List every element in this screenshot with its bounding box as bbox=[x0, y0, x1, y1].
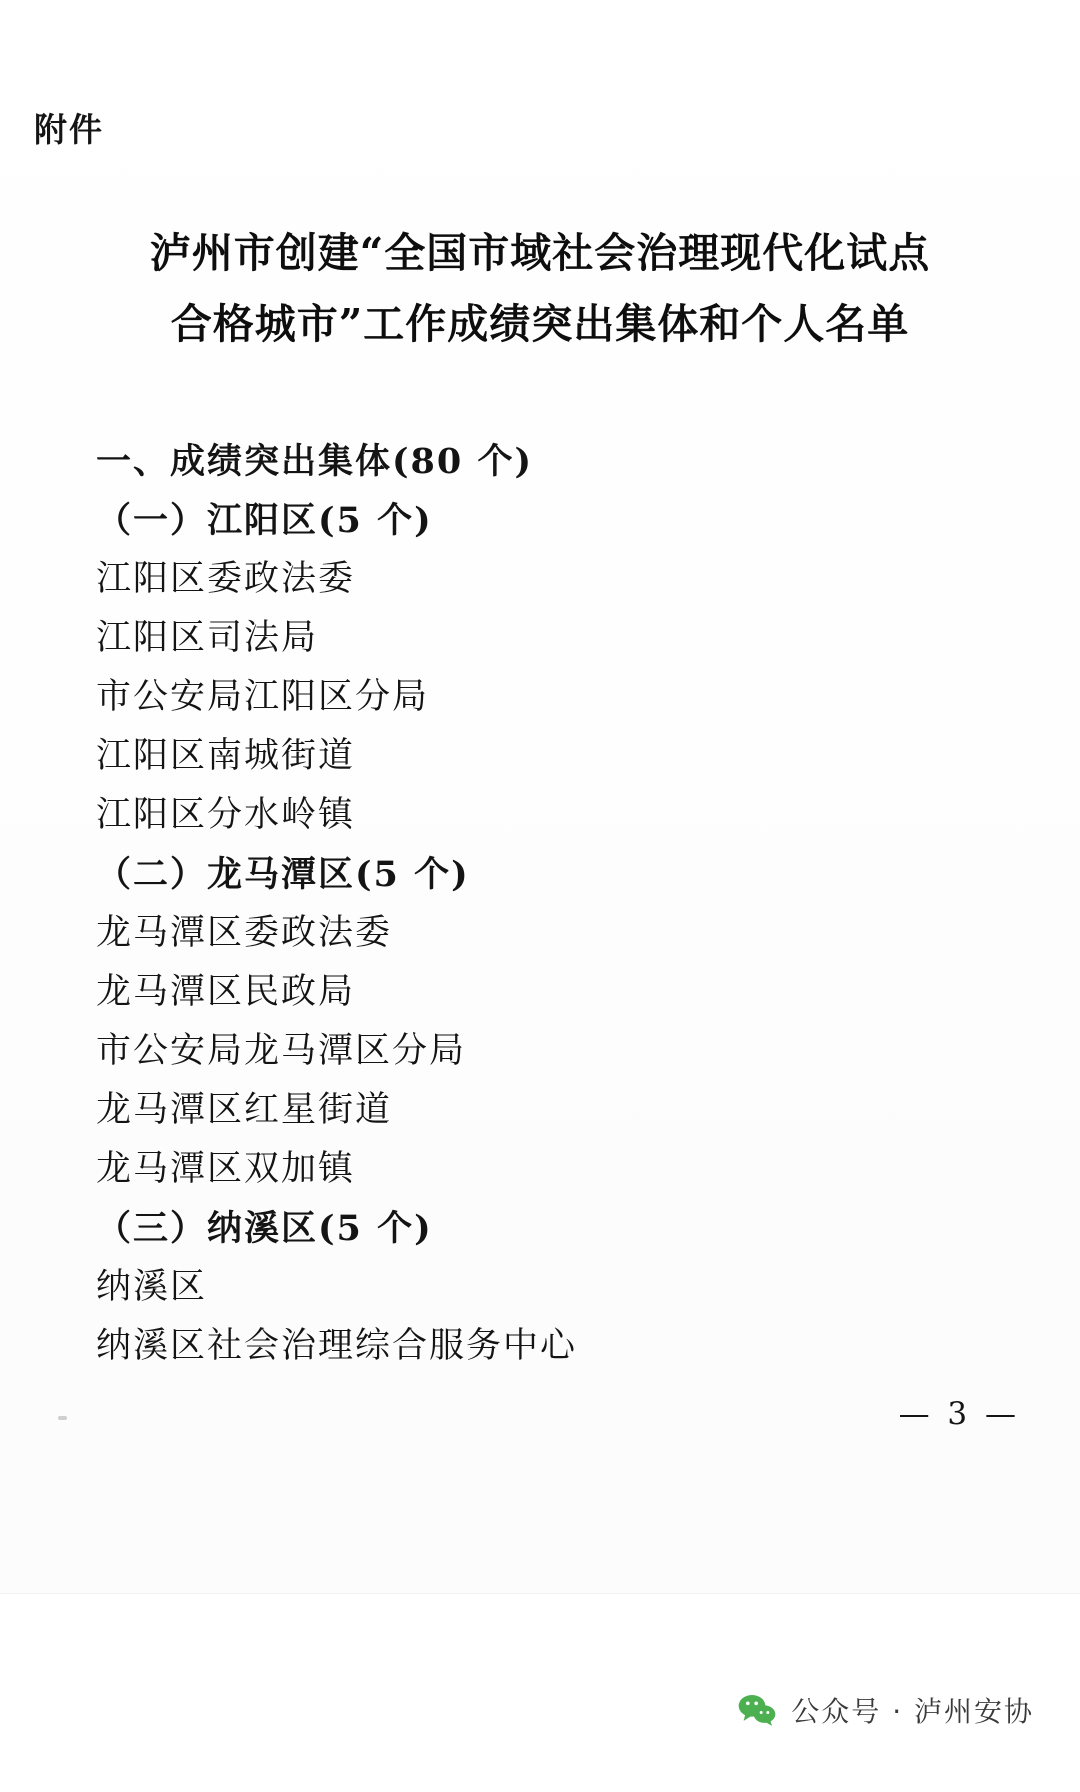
body-line: 龙马潭区红星街道 bbox=[96, 1090, 393, 1130]
body-line: 市公安局江阳区分局 bbox=[96, 677, 430, 717]
body-line: （三）纳溪区(5 个) bbox=[96, 1208, 433, 1249]
body-line: 江阳区南城街道 bbox=[96, 736, 356, 776]
footer-text: 公众号 · 泸州安协 bbox=[791, 1695, 1034, 1728]
body-line: 江阳区分水岭镇 bbox=[96, 795, 356, 835]
scan-speck bbox=[58, 1416, 67, 1420]
page-title bbox=[60, 218, 1020, 359]
body-line: 龙马潭区民政局 bbox=[96, 972, 356, 1012]
body-line: 江阳区委政法委 bbox=[96, 559, 356, 599]
body-line: （一）江阳区(5 个) bbox=[96, 500, 433, 541]
attachment-label: 附件 bbox=[34, 110, 104, 149]
wechat-icon bbox=[737, 1693, 777, 1727]
body-line: （二）龙马潭区(5 个) bbox=[96, 854, 470, 895]
footer-bar bbox=[0, 1593, 1080, 1792]
body-line: 纳溪区 bbox=[96, 1267, 208, 1307]
footer-attribution bbox=[737, 1690, 1034, 1730]
page-number: — 3 — bbox=[898, 1396, 1020, 1432]
body-line: 龙马潭区委政法委 bbox=[96, 913, 393, 953]
document-body bbox=[96, 432, 976, 1376]
body-line: 纳溪区社会治理综合服务中心 bbox=[96, 1326, 578, 1366]
body-line: 一、成绩突出集体(80 个) bbox=[96, 441, 534, 482]
body-line: 江阳区司法局 bbox=[96, 618, 319, 658]
title-line-2: 合格城市”工作成绩突出集体和个人名单 bbox=[170, 299, 910, 348]
body-line: 市公安局龙马潭区分局 bbox=[96, 1031, 467, 1071]
title-line-1: 泸州市创建“全国市域社会治理现代化试点 bbox=[149, 229, 931, 277]
body-line: 龙马潭区双加镇 bbox=[96, 1149, 356, 1189]
